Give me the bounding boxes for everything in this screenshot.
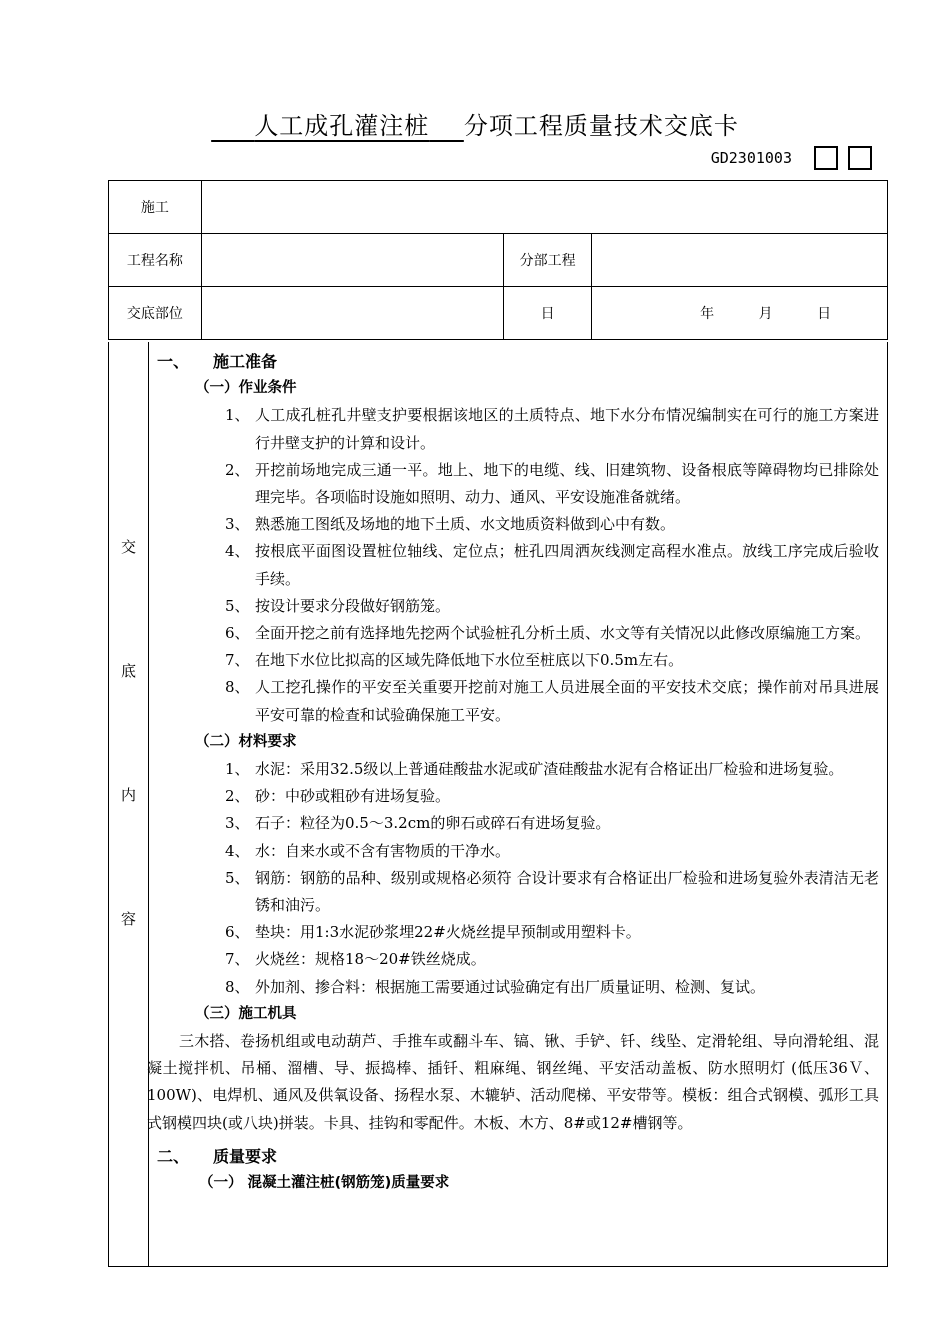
list-item-text: 全面开挖之前有选择地先挖两个试验桩孔分析土质、水文等有关情况以此修改原编施工方案。	[255, 624, 871, 643]
list-item-number: 7、	[225, 651, 250, 670]
list-item-text: 按根底平面图设置桩位轴线、定位点；桩孔四周洒灰线测定高程水准点。放线工序完成后验收手续。	[255, 542, 879, 588]
list-item	[157, 647, 879, 674]
list-item-number: 3、	[225, 515, 250, 534]
list-item-text: 水：自来水或不含有害物质的干净水。	[255, 841, 511, 860]
code-row	[711, 146, 872, 170]
subsection-work-conditions: （一）作业条件	[195, 380, 297, 397]
list-item	[157, 674, 879, 728]
list-item	[157, 810, 879, 837]
subsection-tools: （三）施工机具	[195, 1005, 297, 1022]
list-item	[157, 919, 879, 946]
list-item	[157, 538, 879, 592]
document-title	[0, 106, 950, 141]
list-item-number: 2、	[225, 460, 250, 479]
list-item-number: 2、	[225, 787, 250, 806]
section-1-heading: 一、 施工准备	[157, 352, 278, 371]
list-item-number: 1、	[225, 760, 250, 779]
list-item	[157, 783, 879, 810]
field-project-name[interactable]	[201, 234, 503, 287]
handover-content	[147, 348, 879, 1197]
list-item-number: 4、	[225, 841, 250, 860]
subsection-pile-quality: （一） 混凝土灌注桩(钢筋笼)质量要求	[199, 1175, 450, 1192]
list-item-text: 垫块：用1:3水泥砂浆埋22#火烧丝提早预制或用塑料卡。	[255, 923, 641, 942]
list-item-number: 5、	[225, 868, 250, 887]
list-item-text: 砂：中砂或粗砂有进场复验。	[255, 787, 451, 806]
list-item	[157, 865, 879, 919]
title-rest: 分项工程质量技术交底卡	[463, 112, 739, 140]
title-project-name: 人工成孔灌注桩	[254, 112, 430, 140]
side-label-3: 内	[120, 786, 136, 804]
checkbox-2[interactable]	[848, 146, 872, 170]
list-item-text: 外加剂、掺合料：根据施工需要通过试验确定有出厂质量证明、检测、复试。	[255, 977, 766, 996]
list-item-text: 在地下水位比拟高的区域先降低地下水位至桩底以下0.5m左右。	[255, 651, 684, 670]
label-construction: 施工	[109, 181, 202, 234]
list-item-text: 熟悉施工图纸及场地的地下土质、水文地质资料做到心中有数。	[255, 515, 676, 534]
list-item-number: 8、	[225, 678, 250, 697]
list-item-number: 5、	[225, 596, 250, 615]
field-construction[interactable]	[201, 181, 887, 234]
side-label-4: 容	[120, 910, 136, 928]
list-item	[157, 593, 879, 620]
side-label-column	[109, 342, 149, 1266]
date-placeholder: 年 月 日	[700, 306, 832, 322]
list-item-number: 4、	[225, 542, 250, 561]
field-handover-part[interactable]	[201, 287, 503, 340]
list-item-text: 开挖前场地完成三通一平。地上、地下的电缆、线、旧建筑物、设备根底等障碍物均已排除处理完毕。各项临时设施如照明、动力、通风、平安设施准备就绪。	[255, 460, 879, 507]
subsection-materials: （二）材料要求	[195, 733, 297, 750]
list-item-text: 按设计要求分段做好钢筋笼。	[255, 596, 451, 615]
list-item-number: 7、	[225, 950, 250, 969]
list-item	[157, 457, 879, 511]
document-code: GD2301003	[710, 149, 792, 167]
list-item	[157, 402, 879, 456]
list-item-number: 3、	[225, 814, 250, 833]
field-date[interactable]	[592, 287, 888, 340]
list-item	[157, 974, 879, 1001]
materials-list	[157, 756, 879, 1001]
list-item-text: 钢筋：钢筋的品种、级别或规格必须符 合设计要求有合格证出厂检验和进场复验外表清洁无老锈和油污。	[255, 868, 879, 915]
section-2-heading: 二、 质量要求	[157, 1146, 278, 1166]
list-item-text: 人工成孔桩孔井壁支护要根据该地区的土质特点、地下水分布情况编制实在可行的施工方案进行井壁支护的计算和设计。	[255, 406, 879, 452]
list-item-text: 火烧丝：规格18～20#铁丝烧成。	[255, 950, 486, 969]
list-item	[157, 756, 879, 783]
side-label-2: 底	[120, 662, 136, 680]
label-date: 日	[504, 287, 592, 340]
side-label-1: 交	[120, 538, 136, 556]
list-item-number: 6、	[225, 923, 250, 942]
label-project-name: 工程名称	[109, 234, 202, 287]
list-item-number: 1、	[225, 406, 250, 425]
list-item	[157, 511, 879, 538]
list-item	[157, 838, 879, 865]
content-frame	[108, 342, 888, 1267]
list-item-text: 人工挖孔操作的平安至关重要开挖前对施工人员进展全面的平安技术交底；操作前对吊具进展平安可靠的检查和试验确保施工平安。	[255, 678, 879, 724]
list-item-text: 水泥：采用32.5级以上普通硅酸盐水泥或矿渣硅酸盐水泥有合格证出厂检验和进场复验。	[255, 760, 844, 779]
list-item-number: 6、	[225, 624, 250, 643]
list-item	[157, 946, 879, 973]
header-table	[108, 180, 888, 340]
checkbox-1[interactable]	[814, 146, 838, 170]
field-sub-project[interactable]	[592, 234, 888, 287]
label-handover-part: 交底部位	[109, 287, 202, 340]
list-item-text: 石子：粒径为0.5～3.2cm的卵石或碎石有进场复验。	[255, 814, 611, 833]
label-sub-project: 分部工程	[504, 234, 592, 287]
list-item-number: 8、	[225, 977, 250, 996]
work-conditions-list	[157, 402, 879, 728]
tools-paragraph: 三木搭、卷扬机组或电动葫芦、手推车或翻斗车、镐、锹、手铲、钎、线坠、定滑轮组、导向滑轮组、混凝土搅拌机、吊桶、溜槽、导、振捣棒、插钎、粗麻绳、钢丝绳、平安活动盖板、防水照明灯 (低压36Ｖ、100W)、电焊机、通风及供氧设备、扬程水泵、木辘轳、活动爬梯、平安带等。模板：组合式钢模、弧形工具式钢模四块(或八块)拼装。卡具、挂钩和零配件。木板、木方、8#或12#槽钢等。	[147, 1032, 879, 1132]
list-item	[157, 620, 879, 647]
